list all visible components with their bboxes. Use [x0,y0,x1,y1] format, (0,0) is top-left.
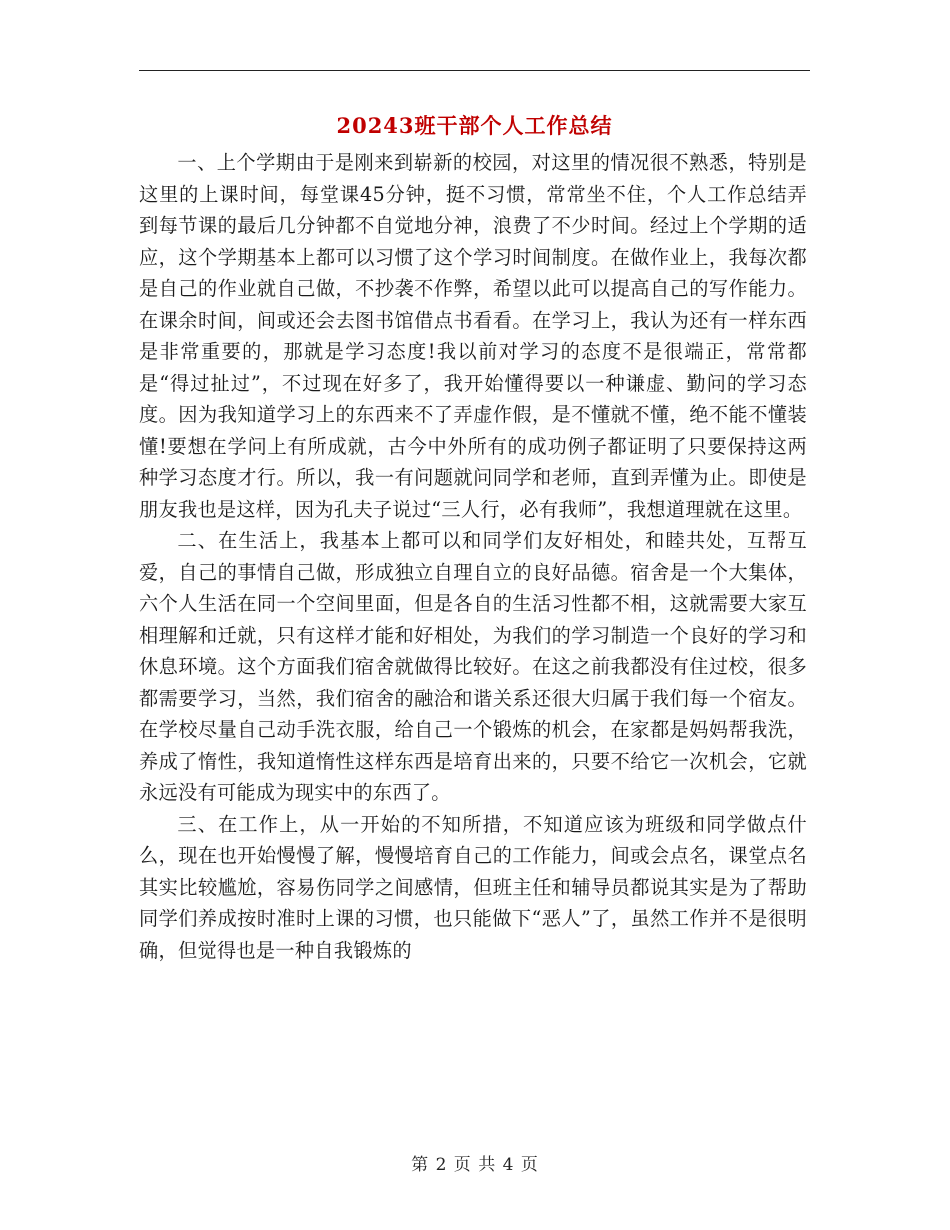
paragraph-2: 二、在生活上，我基本上都可以和同学们友好相处，和睦共处，互帮互爱，自己的事情自己做，形成独立自理自立的良好品德。宿舍是一个大集体，六个人生活在同一个空间里面，但是各自的生活习性都不相，这就需要大家互相理解和迁就，只有这样才能和好相处，为我们的学习制造一个良好的学习和休息环境。这个方面我们宿舍就做得比较好。在这之前我都没有住过校，很多都需要学习，当然，我们宿舍的融洽和谐关系还很大归属于我们每一个宿友。在学校尽量自己动手洗衣服，给自己一个锻炼的机会，在家都是妈妈帮我洗，养成了惰性，我知道惰性这样东西是培育出来的，只要不给它一次机会，它就永远没有可能成为现实中的东西了。 [139,529,807,804]
page-number: 第 2 页 共 4 页 [411,1155,539,1175]
document-title: 20243班干部个人工作总结 [336,113,613,138]
paragraph-1: 一、上个学期由于是刚来到崭新的校园，对这里的情况很不熟悉，特别是这里的上课时间，每堂课45分钟，挺不习惯，常常坐不住，个人工作总结弄到每节课的最后几分钟都不自觉地分神，浪费了不少时间。经过上个学期的适应，这个学期基本上都可以习惯了这个学习时间制度。在做作业上，我每次都是自己的作业就自己做，不抄袭不作弊，希望以此可以提高自己的写作能力。在课余时间，间或还会去图书馆借点书看看。在学习上，我认为还有一样东西是非常重要的，那就是学习态度!我以前对学习的态度不是很端正，常常都是“得过扯过”，不过现在好多了，我开始懂得要以一种谦虚、勤问的学习态度。因为我知道学习上的东西来不了弄虚作假，是不懂就不懂，绝不能不懂装懂!要想在学问上有所成就，古今中外所有的成功例子都证明了只要保持这两种学习态度才行。所以，我一有问题就问同学和老师，直到弄懂为止。即使是朋友我也是这样，因为孔夫子说过“三人行，必有我师”，我想道理就在这里。 [139,151,807,521]
paragraph-3: 三、在工作上，从一开始的不知所措，不知道应该为班级和同学做点什么，现在也开始慢慢了解，慢慢培育自己的工作能力，间或会点名，课堂点名其实比较尴尬，容易伤同学之间感情，但班主任和辅导员都说其实是为了帮助同学们养成按时准时上课的习惯，也只能做下“恶人”了，虽然工作并不是很明确，但觉得也是一种自我锻炼的 [139,812,807,962]
document-body [139,147,807,966]
header-rule [139,70,810,71]
